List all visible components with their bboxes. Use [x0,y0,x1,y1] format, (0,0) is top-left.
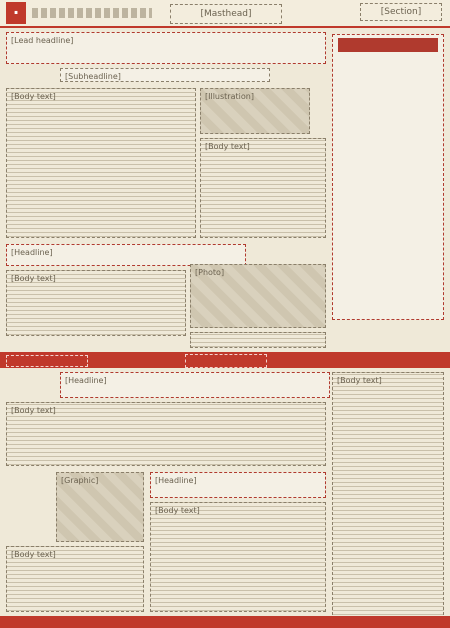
page-footer [0,616,450,628]
masthead: [Masthead] [170,4,282,24]
lower-left-text: [Body text] [6,546,144,612]
third-story-body: [Body text] [6,402,326,466]
second-story-body: [Body text] [6,270,186,336]
lead-story-body: [Body text] [6,88,196,238]
second-story-caption [190,332,326,348]
fourth-story-headline: [Headline] [150,472,326,498]
page-number: · [6,2,26,24]
fourth-story-body: [Body text] [150,502,326,612]
lead-illustration: [Illustration] [200,88,310,134]
lead-headline: [Lead headline] [6,32,326,64]
lower-right-column: [Body text] [332,372,444,620]
section-label: [Section] [360,3,442,21]
inset-graphic: [Graphic] [56,472,144,542]
section-banner [0,352,450,368]
page-header [0,0,450,28]
right-sidebar-heading [338,38,438,52]
banner-center-label [185,354,267,368]
lead-story-body-cont: [Body text] [200,138,326,238]
date-line [32,8,152,18]
right-sidebar [332,34,444,320]
third-story-headline: [Headline] [60,372,330,398]
lead-subheadline: [Subheadline] [60,68,270,82]
second-story-headline: [Headline] [6,244,246,266]
second-story-photo: [Photo] [190,264,326,328]
banner-left-label [6,355,88,367]
